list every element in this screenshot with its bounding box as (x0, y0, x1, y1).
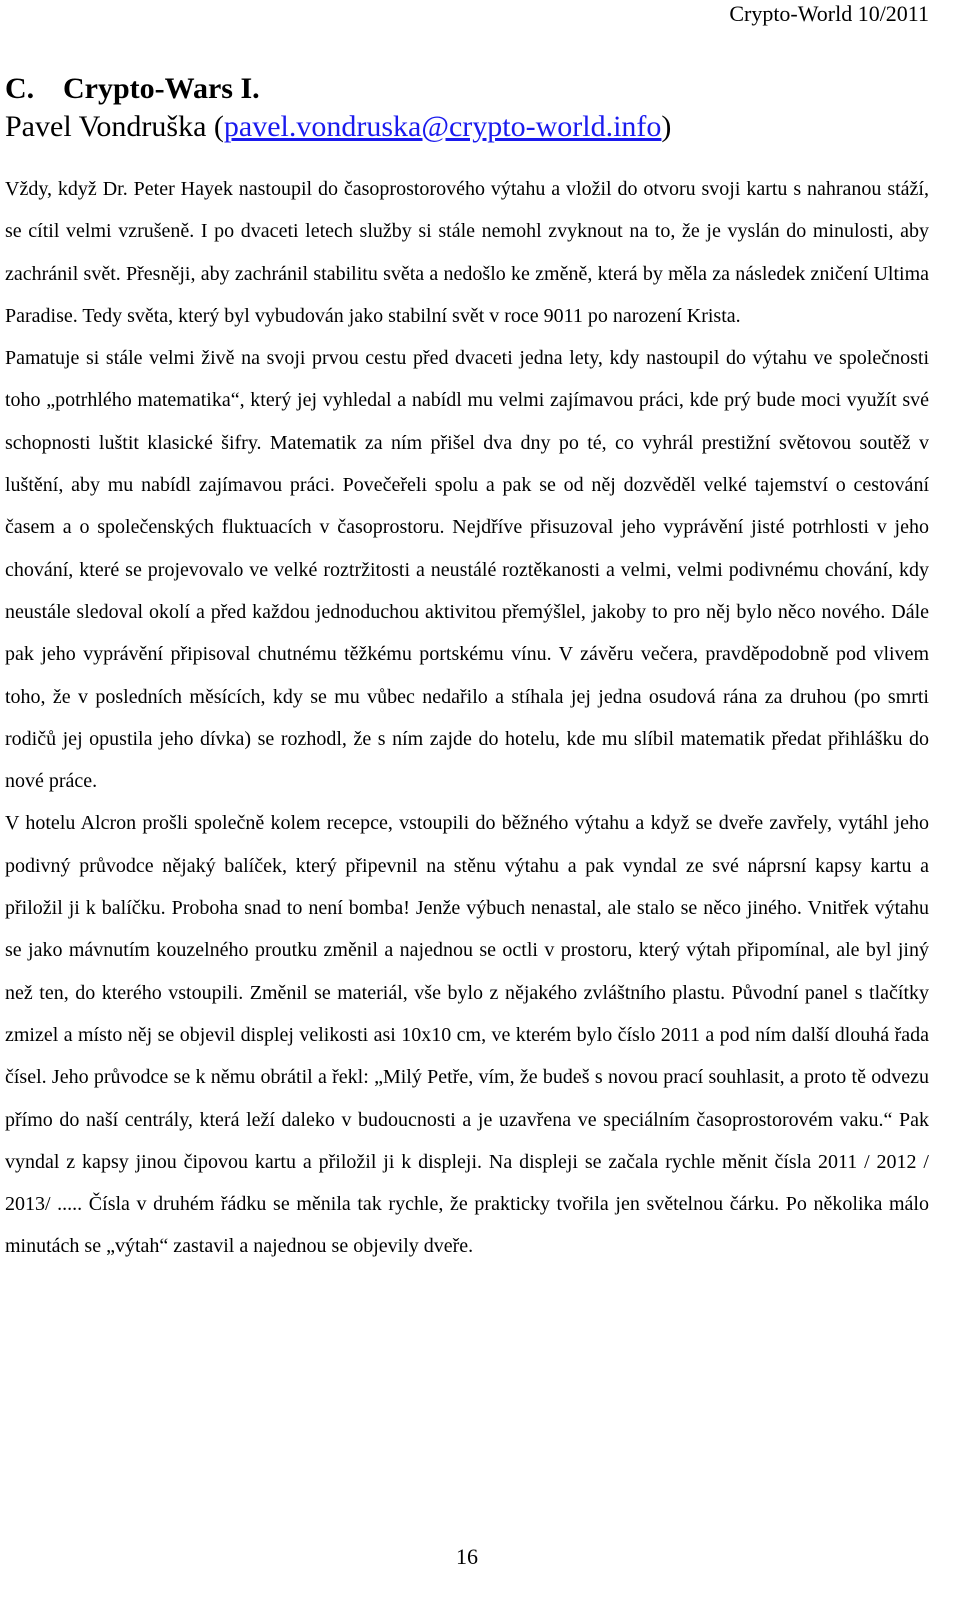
article (5, 70, 929, 1268)
body-text (5, 168, 929, 1268)
author-name: Pavel Vondruška ( (5, 110, 224, 143)
author-line (5, 108, 929, 146)
section-title (5, 70, 929, 108)
section-letter: C. (5, 72, 35, 105)
paragraph: Vždy, když Dr. Peter Hayek nastoupil do časoprostorového výtahu a vložil do otvoru svoji kartu s nahranou stáží, se cítil velmi vzrušeně. I po dvaceti letech služby si stále nemohl zvyknout na to, že je vyslán do minulosti, aby zachránil svět. Přesněji, aby zachránil stabilitu světa a nedošlo ke změně, která by měla za následek zničení Ultima Paradise. Tedy světa, který byl vybudován jako stabilní svět v roce 9011 po narození Krista. (5, 178, 929, 327)
running-header: Crypto-World 10/2011 (729, 1, 929, 26)
author-close: ) (661, 110, 672, 143)
article-title: Crypto-Wars I. (63, 72, 260, 105)
paragraph: V hotelu Alcron prošli společně kolem recepce, vstoupili do běžného výtahu a když se dveře zavřely, vytáhl jeho podivný průvodce nějaký balíček, který připevnil na stěnu výtahu a pak vyndal ze své náprsní kapsy kartu a přiložil ji k balíčku. Proboha snad to není bomba! Jenže výbuch nenastal, ale stalo se něco jiného. Vnitřek výtahu se jako mávnutím kouzelného proutku změnil a najednou se octli v prostoru, který výtah připomínal, ale byl jiný než ten, do kterého vstoupili. Změnil se materiál, vše bylo z nějakého zvláštního plastu. Původní panel s tlačítky zmizel a místo něj se objevil displej velikosti asi 10x10 cm, ve kterém bylo číslo 2011 a pod ním další dlouhá řada čísel. Jeho průvodce se k němu obrátil a řekl: „Milý Petře, vím, že budeš s novou prací souhlasit, a proto tě odvezu přímo do naší centrály, která leží daleko v budoucnosti a je uzavřena ve speciálním časoprostorovém vaku.“ Pak vyndal z kapsy jinou čipovou kartu a přiložil ji k displeji. Na displeji se začala rychle měnit čísla 2011 / 2012 / 2013/ ..... Čísla v druhém řádku se měnila tak rychle, že prakticky tvořila jen světelnou čárku. Po několika málo minutách se „výtah“ zastavil a najednou se objevily dveře. (5, 812, 929, 1258)
page-number: 16 (456, 1544, 478, 1569)
author-email-link[interactable]: pavel.vondruska@crypto-world.info (223, 110, 662, 143)
paragraph: Pamatuje si stále velmi živě na svoji prvou cestu před dvaceti jedna lety, kdy nastoupil do výtahu ve společnosti toho „potrhlého matematika“, který jej vyhledal a nabídl mu velmi zajímavou práci, kde prý bude moci využít své schopnosti luštit klasické šifry. Matematik za ním přišel dva dny po té, co vyhrál prestižní světovou soutěž v luštění, aby mu nabídl zajímavou práci. Povečeřeli spolu a pak se od něj dozvěděl velké tajemství o cestování časem a o společenských fluktuacích v časoprostoru. Nejdříve přisuzoval jeho vyprávění jisté potrhlosti v jeho chování, které se projevovalo ve velké roztržitosti a neustálé roztěkanosti a velmi, velmi podivnému chování, kdy neustále sledoval okolí a před každou jednoduchou aktivitou přemýšlel, jakoby to pro něj bylo něco nového. Dále pak jeho vyprávění připisoval chutnému těžkému portskému vínu. V závěru večera, pravděpodobně pod vlivem toho, že v posledních měsících, kdy se mu vůbec nedařilo a stíhala jej jedna osudová rána za druhou (po smrti rodičů jej opustila jeho dívka) se rozhodl, že s ním zajde do hotelu, kde mu slíbil matematik předat přihlášku do nové práce. (5, 347, 929, 793)
